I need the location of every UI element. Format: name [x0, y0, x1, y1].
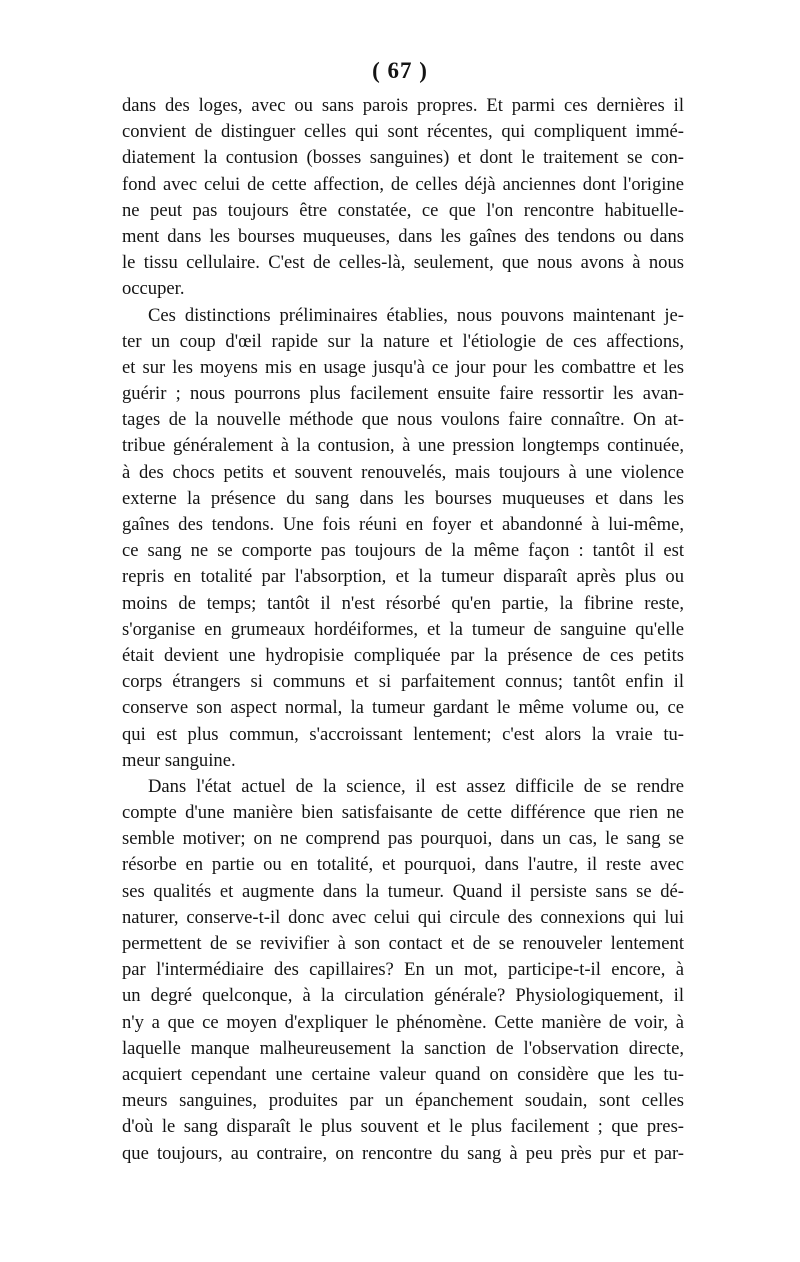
text-line: un degré quelconque, à la circulation générale? Physiologiquement, il [122, 985, 684, 1007]
text-line: qui est plus commun, s'accroissant lentement; c'est alors la vraie tu- [122, 723, 684, 745]
text-line: que toujours, au contraire, on rencontre du sang à peu près pur et par- [122, 1142, 684, 1164]
text-line: ter un coup d'œil rapide sur la nature et l'étiologie de ces affections, [122, 330, 684, 352]
text-line: ment dans les bourses muqueuses, dans les gaînes des tendons ou dans [122, 225, 684, 247]
paragraph [122, 774, 684, 1167]
text-line: le tissu cellulaire. C'est de celles-là, seulement, que nous avons à nous [122, 252, 684, 274]
text-line: par l'intermédiaire des capillaires? En un mot, participe-t-il encore, à [122, 959, 684, 981]
text-line: convient de distinguer celles qui sont récentes, qui compliquent immé- [122, 121, 684, 143]
text-line: était devient une hydropisie compliquée par la présence de ces petits [122, 644, 684, 666]
text-line: résorbe en partie ou en totalité, et pourquoi, dans l'autre, il reste avec [122, 854, 684, 876]
text-line: externe la présence du sang dans les bourses muqueuses et dans les [122, 487, 684, 509]
text-line: semble motiver; on ne comprend pas pourquoi, dans un cas, le sang se [122, 828, 684, 850]
text-line: tages de la nouvelle méthode que nous voulons faire connaître. On at- [122, 409, 684, 431]
text-line: à des chocs petits et souvent renouvelés, mais toujours à une violence [122, 461, 684, 483]
text-line: repris en totalité par l'absorption, et la tumeur disparaît après plus ou [122, 566, 684, 588]
paragraph [122, 93, 684, 303]
text-line: dans des loges, avec ou sans parois propres. Et parmi ces dernières il [122, 95, 684, 116]
text-line: conserve son aspect normal, la tumeur gardant le même volume ou, ce [122, 697, 684, 719]
text-line: tribue généralement à la contusion, à une pression longtemps continuée, [122, 435, 684, 457]
text-line: meur sanguine. [122, 749, 236, 771]
body-text [122, 93, 684, 1167]
text-line: meurs sanguines, produites par un épanchement soudain, sont celles [122, 1090, 684, 1112]
text-line: d'où le sang disparaît le plus souvent et le plus facilement ; que pres- [122, 1116, 684, 1138]
text-line: gaînes des tendons. Une fois réuni en foyer et abandonné à lui-même, [122, 514, 684, 535]
text-line: et sur les moyens mis en usage jusqu'à ce jour pour les combattre et les [122, 356, 684, 378]
text-line: s'organise en grumeaux hordéiformes, et la tumeur de sanguine qu'elle [122, 618, 684, 640]
text-line: naturer, conserve-t-il donc avec celui qui circule des connexions qui lui [122, 906, 684, 928]
text-line: compte d'une manière bien satisfaisante de cette différence que rien ne [122, 802, 684, 824]
text-line: ce sang ne se comporte pas toujours de la même façon : tantôt il est [122, 540, 684, 562]
text-line: Ces distinctions préliminaires établies, nous pouvons maintenant je- [148, 304, 684, 326]
text-line: acquiert cependant une certaine valeur quand on considère que les tu- [122, 1063, 684, 1085]
text-line: permettent de se revivifier à son contact et de se renouveler lentement [122, 933, 684, 954]
text-line: n'y a que ce moyen d'expliquer le phénomène. Cette manière de voir, à [122, 1011, 684, 1033]
text-line: occuper. [122, 278, 185, 300]
text-line: guérir ; nous pourrons plus facilement ensuite faire ressortir les avan- [122, 383, 684, 405]
text-line: laquelle manque malheureusement la sanction de l'observation directe, [122, 1037, 684, 1059]
paragraph [122, 303, 684, 774]
text-line: ne peut pas toujours être constatée, ce que l'on rencontre habituelle- [122, 199, 684, 221]
text-line: Dans l'état actuel de la science, il est assez difficile de se rendre [148, 775, 684, 797]
text-line: diatement la contusion (bosses sanguines) et dont le traitement se con- [122, 147, 684, 169]
text-line: fond avec celui de cette affection, de celles déjà anciennes dont l'origine [122, 173, 684, 195]
text-line: ses qualités et augmente dans la tumeur. Quand il persiste sans se dé- [122, 880, 684, 902]
page-number: ( 67 ) [372, 58, 428, 83]
text-line: corps étrangers si communs et si parfaitement connus; tantôt enfin il [122, 671, 684, 693]
text-line: moins de temps; tantôt il n'est résorbé qu'en partie, la fibrine reste, [122, 592, 684, 614]
